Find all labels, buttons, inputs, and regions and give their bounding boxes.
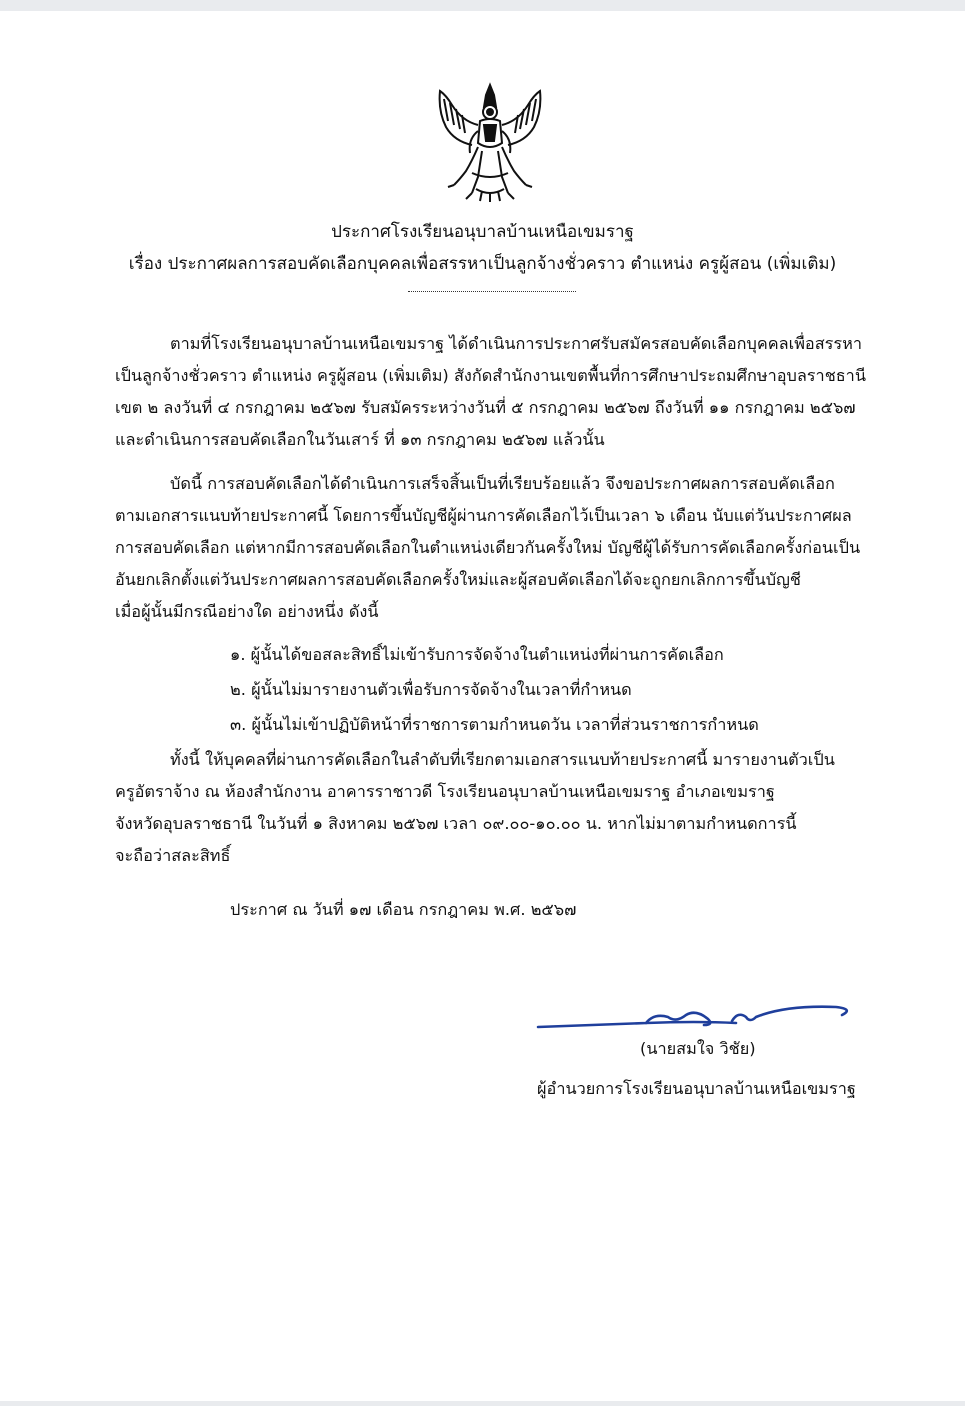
handwritten-signature [536,1001,854,1035]
document-page [0,11,965,1401]
paragraph-line: เป็นลูกจ้างชั่วคราว ตำแหน่ง ครูผู้สอน (เพิ่มเติม) สังกัดสำนักงานเขตพื้นที่การศึกษาประถมศึกษาอุบลราชธานี [115,366,866,385]
dotted-divider [408,291,576,292]
announcement-heading: ประกาศโรงเรียนอนุบาลบ้านเหนือเขมราฐ [331,222,634,242]
paragraph-line: การสอบคัดเลือก แต่หากมีการสอบคัดเลือกในตำแหน่งเดียวกันครั้งใหม่ บัญชีผู้ได้รับการคัดเลือกครั้งก่อนเป็น [115,538,861,557]
signer-position: ผู้อำนวยการโรงเรียนอนุบาลบ้านเหนือเขมราฐ [537,1079,856,1098]
paragraph-line: ตามเอกสารแนบท้ายประกาศนี้ โดยการขึ้นบัญชีผู้ผ่านการคัดเลือกไว้เป็นเวลา ๖ เดือน นับแต่วันประกาศผล [115,506,852,525]
condition-item: ๓. ผู้นั้นไม่เข้าปฏิบัติหน้าที่ราชการตามกำหนดวัน เวลาที่ส่วนราชการกำหนด [230,715,759,734]
paragraph-line: ทั้งนี้ ให้บุคคลที่ผ่านการคัดเลือกในลำดับที่เรียกตามเอกสารแนบท้ายประกาศนี้ มารายงานตัวเป็น [170,750,835,769]
garuda-emblem-icon [432,81,548,203]
paragraph-report [115,744,870,872]
announcement-subject: เรื่อง ประกาศผลการสอบคัดเลือกบุคคลเพื่อสรรหาเป็นลูกจ้างชั่วคราว ตำแหน่ง ครูผู้สอน (เพิ่มเติม) [128,254,837,274]
paragraph-line: จังหวัดอุบลราชธานี ในวันที่ ๑ สิงหาคม ๒๕๖๗ เวลา ๐๙.๐๐-๑๐.๐๐ น. หากไม่มาตามกำหนดการนี้ [115,814,797,833]
signer-name: (นายสมใจ วิชัย) [640,1039,756,1058]
condition-item: ๒. ผู้นั้นไม่มารายงานตัวเพื่อรับการจัดจ้างในเวลาที่กำหนด [230,680,632,699]
announcement-date: ประกาศ ณ วันที่ ๑๗ เดือน กรกฎาคม พ.ศ. ๒๕๖๗ [230,900,577,919]
paragraph-line: บัดนี้ การสอบคัดเลือกได้ดำเนินการเสร็จสิ้นเป็นที่เรียบร้อยแล้ว จึงขอประกาศผลการสอบคัดเลือก [170,474,835,493]
paragraph-line: ครูอัตราจ้าง ณ ห้องสำนักงาน อาคารราชาวดี โรงเรียนอนุบาลบ้านเหนือเขมราฐ อำเภอเขมราฐ [115,782,775,801]
paragraph-line: เขต ๒ ลงวันที่ ๔ กรกฎาคม ๒๕๖๗ รับสมัครระหว่างวันที่ ๕ กรกฎาคม ๒๕๖๗ ถึงวันที่ ๑๑ กรกฎาคม ๒๕๖๗ [115,398,856,417]
paragraph-line: และดำเนินการสอบคัดเลือกในวันเสาร์ ที่ ๑๓ กรกฎาคม ๒๕๖๗ แล้วนั้น [115,430,605,449]
paragraph-intro [115,328,870,456]
paragraph-line: จะถือว่าสละสิทธิ์ [115,846,231,865]
paragraph-results [115,468,870,628]
paragraph-line: ตามที่โรงเรียนอนุบาลบ้านเหนือเขมราฐ ได้ดำเนินการประกาศรับสมัครสอบคัดเลือกบุคคลเพื่อสรรหา [170,334,863,353]
paragraph-line: อันยกเลิกตั้งแต่วันประกาศผลการสอบคัดเลือกครั้งใหม่และผู้สอบคัดเลือกได้จะถูกยกเลิกการขึ้นบัญชี [115,570,801,589]
paragraph-line: เมื่อผู้นั้นมีกรณีอย่างใด อย่างหนึ่ง ดังนี้ [115,602,379,621]
condition-item: ๑. ผู้นั้นได้ขอสละสิทธิ์ไม่เข้ารับการจัดจ้างในตำแหน่งที่ผ่านการคัดเลือก [230,645,724,664]
